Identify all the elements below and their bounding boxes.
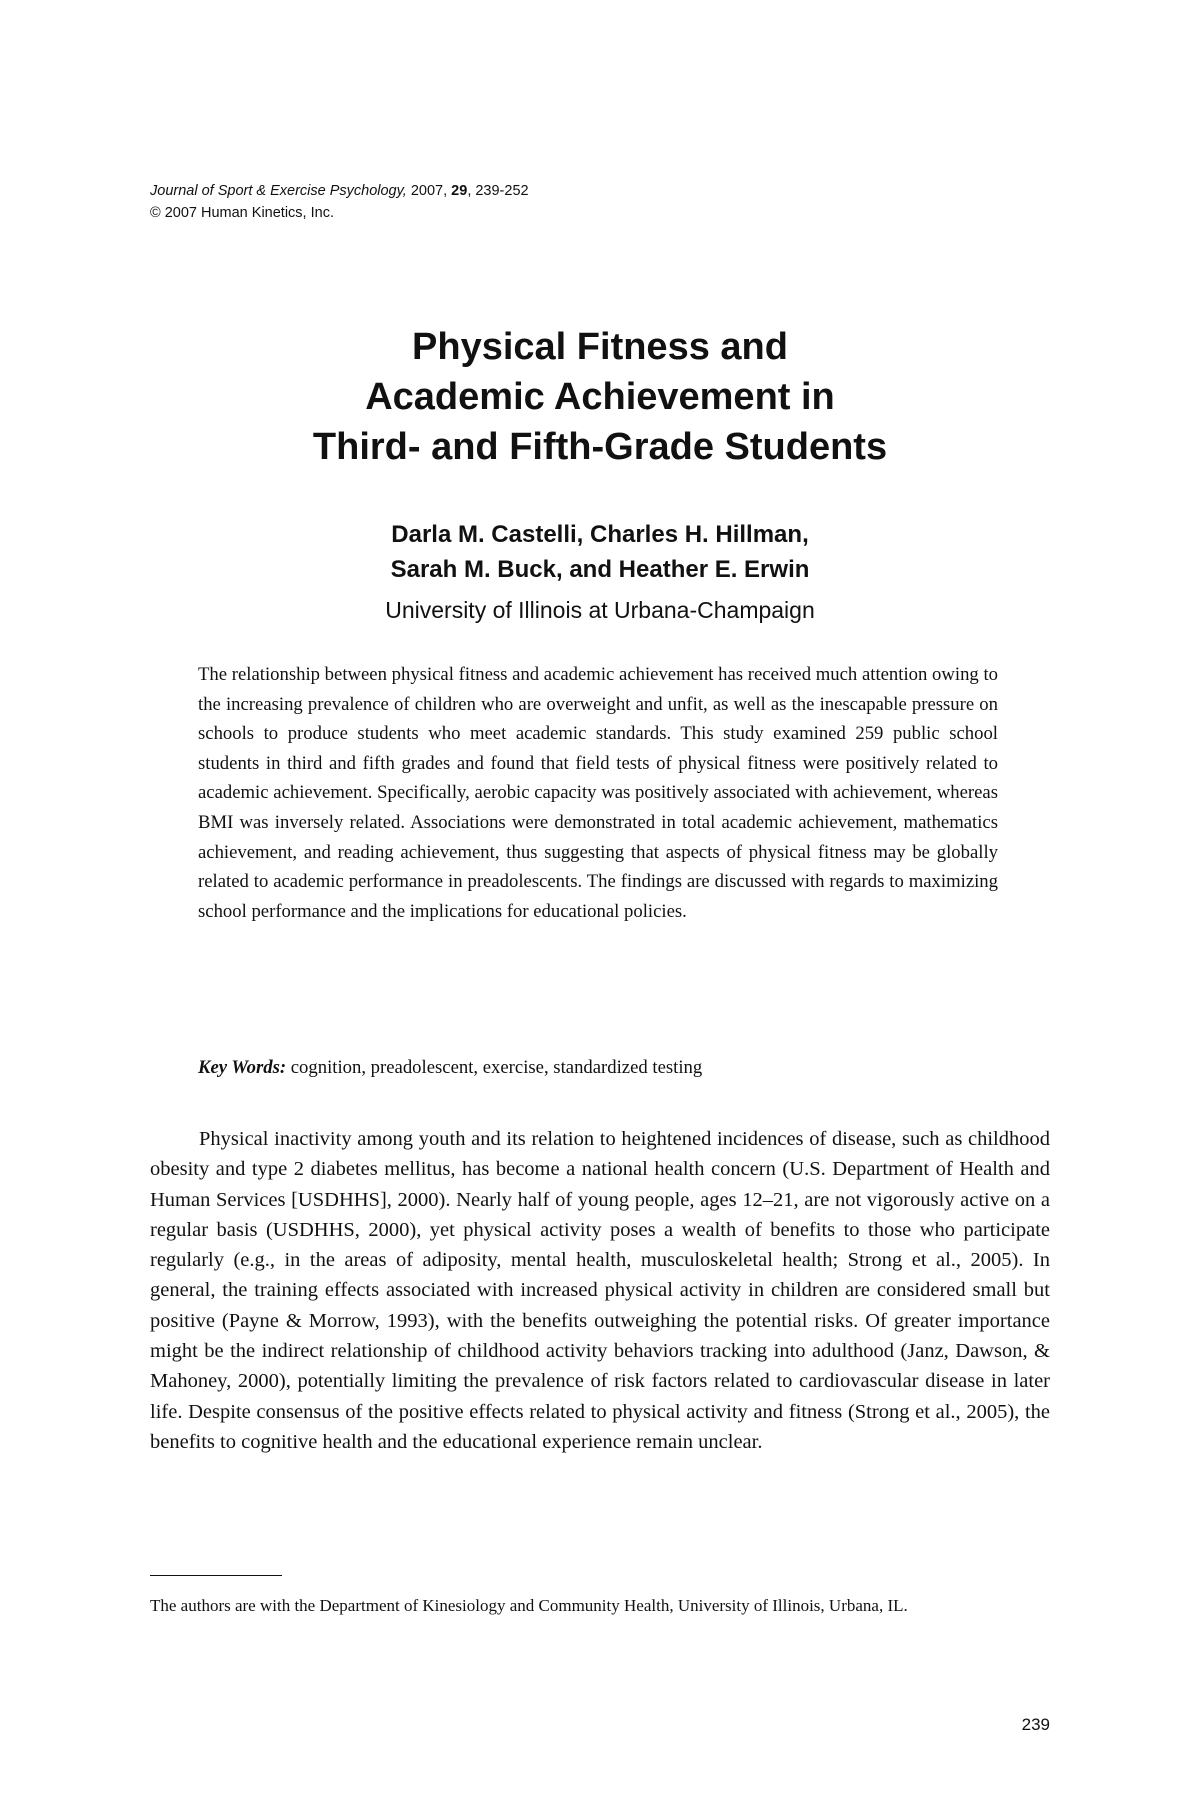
journal-pages: , 239-252: [467, 183, 529, 199]
abstract: The relationship between physical fitness and academic achievement has received much attention owing to the increasing prevalence of children who are overweight and unfit, as well as the inescapable pressure on schools to produce students who meet academic standards. This study examined 259 public school students in third and fifth grades and found that field tests of physical fitness were positively related to academic achievement. Specifically, aerobic capacity was positively associated with achievement, whereas BMI was inversely related. Associations were demonstrated in total academic achievement, mathematics achievement, and reading achievement, thus suggesting that aspects of physical fitness may be globally related to academic performance in preadolescents. The findings are discussed with regards to maximizing school performance and the implications for educational policies.: [198, 664, 998, 922]
journal-header: [150, 180, 850, 224]
page-number: 239: [1021, 1715, 1050, 1734]
authors-line-2: Sarah M. Buck, and Heather E. Erwin: [390, 556, 810, 583]
keywords: [198, 1054, 998, 1082]
journal-year: 2007,: [406, 183, 452, 199]
author-affiliation: University of Illinois at Urbana-Champaign: [385, 597, 815, 623]
title-line-3: Third- and Fifth-Grade Students: [312, 426, 888, 468]
author-list: [150, 517, 1050, 587]
copyright-line: © 2007 Human Kinetics, Inc.: [150, 205, 334, 221]
author-footnote: The authors are with the Department of Kinesiology and Community Health, University of Illinois, Urbana, IL.: [150, 1596, 908, 1615]
article-title: [150, 322, 1050, 472]
journal-volume: 29: [451, 183, 468, 199]
keywords-list: cognition, preadolescent, exercise, standardized testing: [286, 1057, 703, 1078]
journal-name: Journal of Sport & Exercise Psychology,: [150, 183, 407, 199]
body-paragraph: Physical inactivity among youth and its relation to heightened incidences of disease, such as childhood obesity and type 2 diabetes mellitus, has become a national health concern (U.S. Department of Health and Human Services [USDHHS], 2000). Nearly half of young people, ages 12–21, are not vigorously active on a regular basis (USDHHS, 2000), yet physical activity poses a wealth of benefits to those who participate regularly (e.g., in the areas of adiposity, mental health, musculoskeletal health; Strong et al., 2005). In general, the training effects associated with increased physical activity in children are considered small but positive (Payne & Morrow, 1993), with the benefits outweighing the potential risks. Of greater importance might be the indirect relationship of childhood activity behaviors tracking into adulthood (Janz, Dawson, & Mahoney, 2000), potentially limiting the prevalence of risk factors related to cardiovascular disease in later life. Despite consensus of the positive effects related to physical activity and fitness (Strong et al., 2005), the benefits to cognitive health and the educational experience remain unclear.: [150, 1128, 1050, 1453]
title-line-2: Academic Achievement in: [365, 376, 835, 418]
authors-line-1: Darla M. Castelli, Charles H. Hillman,: [391, 521, 809, 548]
title-line-1: Physical Fitness and: [412, 326, 788, 368]
journal-citation: [150, 180, 850, 202]
footnote-divider: [150, 1575, 282, 1576]
keywords-label: Key Words:: [198, 1057, 287, 1078]
